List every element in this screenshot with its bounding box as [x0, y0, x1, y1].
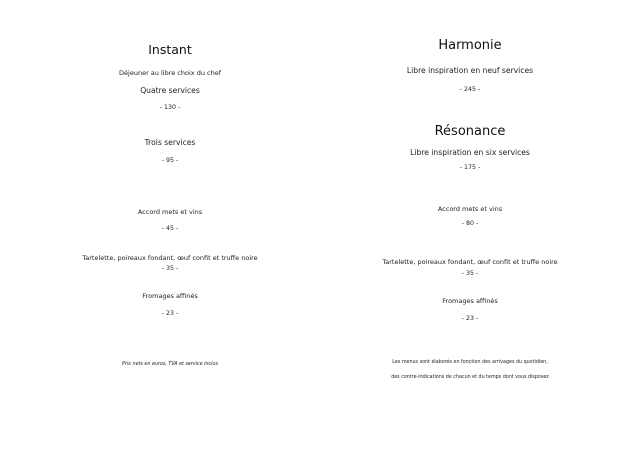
fromages-affines-price: - 23 -: [161, 310, 179, 317]
resonance-price: - 175 -: [459, 164, 481, 171]
resonance-title: Résonance: [434, 124, 506, 139]
harmonie-price: - 245 -: [459, 86, 481, 93]
quatre-services-price: - 130 -: [159, 104, 181, 111]
tartelette-right-price: - 35 -: [461, 270, 479, 277]
price-footnote: Prix nets en euros, TVA et service inclus: [121, 362, 219, 367]
trois-services: Trois services: [144, 138, 196, 147]
accord-mets-vins-price: - 45 -: [161, 225, 179, 232]
resonance-subtitle: Libre inspiration en six services: [410, 148, 530, 157]
harmonie-title: Harmonie: [438, 38, 502, 53]
instant-title: Instant: [148, 42, 192, 57]
menu-note-line2: des contre-indications de chacun et du temps dont vous disposez: [391, 375, 549, 380]
menu-column-left: [10, 0, 330, 452]
harmonie-subtitle: Libre inspiration en neuf services: [406, 66, 534, 75]
quatre-services: Quatre services: [140, 86, 200, 95]
accord-mets-vins-right-price: - 80 -: [461, 220, 479, 227]
instant-subtitle: Déjeuner au libre choix du chef: [119, 69, 221, 77]
tartelette-item: Tartelette, poireaux fondant, œuf confit et truffe noire: [82, 254, 258, 262]
fromages-affines-right-price: - 23 -: [461, 315, 479, 322]
trois-services-price: - 95 -: [161, 157, 179, 164]
fromages-affines: Fromages affinés: [142, 292, 198, 300]
fromages-affines-right: Fromages affinés: [442, 297, 498, 305]
accord-mets-vins: Accord mets et vins: [137, 208, 203, 216]
menu-note-line1: Les menus sont élaborés en fonction des arrivages du quotidien,: [392, 360, 548, 365]
accord-mets-vins-right: Accord mets et vins: [437, 205, 503, 213]
menu-column-right: [310, 0, 630, 452]
tartelette-item-right: Tartelette, poireaux fondant, œuf confit et truffe noire: [382, 258, 558, 266]
tartelette-price: - 35 -: [161, 265, 179, 272]
